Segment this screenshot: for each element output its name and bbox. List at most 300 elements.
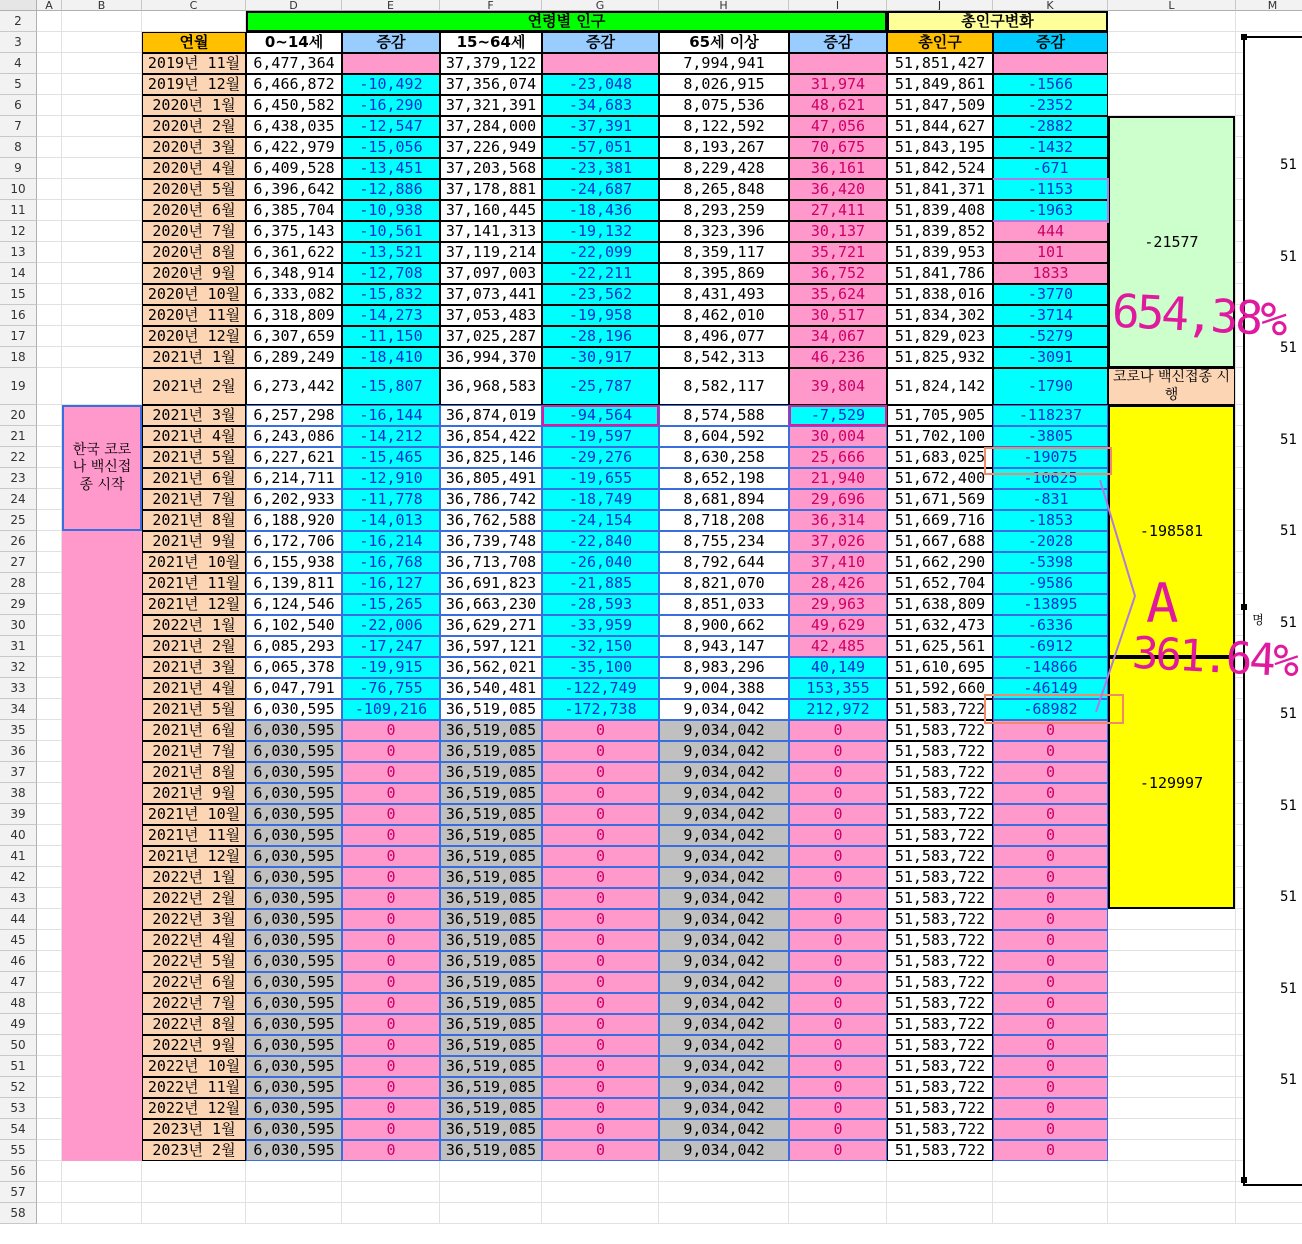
cell-age-15-64[interactable]: 37,321,391 <box>440 95 542 116</box>
cell-change-0-14[interactable]: -16,214 <box>342 531 440 552</box>
row-header[interactable]: 58 <box>0 1203 37 1224</box>
grid-cell[interactable] <box>246 1203 342 1224</box>
cell-change-total[interactable]: -6336 <box>993 615 1108 636</box>
cell-change-15-64[interactable]: 0 <box>542 930 659 951</box>
cell-month[interactable]: 2023년 1월 <box>142 1119 246 1140</box>
grid-cell[interactable] <box>887 1182 993 1203</box>
cell-change-15-64[interactable]: 0 <box>542 888 659 909</box>
cell-age-15-64[interactable]: 36,713,708 <box>440 552 542 573</box>
cell-change-0-14[interactable]: -13,451 <box>342 158 440 179</box>
grid-cell[interactable] <box>62 1161 142 1182</box>
row-header[interactable]: 37 <box>0 762 37 783</box>
grid-cell[interactable] <box>37 804 62 825</box>
cell-age-0-14[interactable]: 6,030,595 <box>246 741 342 762</box>
grid-cell[interactable] <box>37 1098 62 1119</box>
cell-total[interactable]: 51,583,722 <box>887 909 993 930</box>
cell-change-total[interactable]: -68982 <box>993 699 1108 720</box>
cell-age-0-14[interactable]: 6,450,582 <box>246 95 342 116</box>
cell-age-0-14[interactable]: 6,139,811 <box>246 573 342 594</box>
cell-change-15-64[interactable]: -26,040 <box>542 552 659 573</box>
row-header[interactable]: 34 <box>0 699 37 720</box>
cell-change-0-14[interactable]: 0 <box>342 1140 440 1161</box>
cell-total[interactable]: 51,583,722 <box>887 1056 993 1077</box>
row-header[interactable]: 57 <box>0 1182 37 1203</box>
cell-change-15-64[interactable]: -33,959 <box>542 615 659 636</box>
cell-month[interactable]: 2021년 7월 <box>142 741 246 762</box>
column-header[interactable]: G <box>542 0 659 11</box>
row-header[interactable]: 36 <box>0 741 37 762</box>
cell-age-65-plus[interactable]: 8,122,592 <box>659 116 789 137</box>
cell-change-0-14[interactable]: -22,006 <box>342 615 440 636</box>
grid-cell[interactable] <box>37 552 62 573</box>
cell-change-total[interactable]: 0 <box>993 993 1108 1014</box>
cell-age-15-64[interactable]: 36,519,085 <box>440 1098 542 1119</box>
cell-change-0-14[interactable]: 0 <box>342 1119 440 1140</box>
grid-cell[interactable] <box>37 636 62 657</box>
cell-change-15-64[interactable]: 0 <box>542 825 659 846</box>
chart-resize-handle[interactable] <box>1241 1177 1247 1183</box>
cell-change-65-plus[interactable]: 29,963 <box>789 594 887 615</box>
cell-month[interactable]: 2021년 6월 <box>142 720 246 741</box>
row-header[interactable]: 28 <box>0 573 37 594</box>
row-header[interactable]: 43 <box>0 888 37 909</box>
cell-change-total[interactable]: -10625 <box>993 468 1108 489</box>
cell-total[interactable]: 51,583,722 <box>887 993 993 1014</box>
grid-cell[interactable] <box>1236 1203 1302 1224</box>
cell-change-65-plus[interactable]: 36,161 <box>789 158 887 179</box>
row-header[interactable]: 10 <box>0 179 37 200</box>
row-header[interactable]: 15 <box>0 284 37 305</box>
cell-change-65-plus[interactable]: 36,314 <box>789 510 887 531</box>
cell-total[interactable]: 51,839,852 <box>887 221 993 242</box>
cell-age-0-14[interactable]: 6,348,914 <box>246 263 342 284</box>
cell-total[interactable]: 51,583,722 <box>887 783 993 804</box>
grid-cell[interactable] <box>62 347 142 368</box>
grid-cell[interactable] <box>440 1161 542 1182</box>
cell-change-0-14[interactable] <box>342 53 440 74</box>
cell-change-65-plus[interactable]: 0 <box>789 1098 887 1119</box>
cell-change-0-14[interactable]: -18,410 <box>342 347 440 368</box>
cell-change-0-14[interactable]: 0 <box>342 783 440 804</box>
cell-change-65-plus[interactable]: 0 <box>789 867 887 888</box>
cell-total[interactable]: 51,583,722 <box>887 1077 993 1098</box>
cell-month[interactable]: 2021년 4월 <box>142 426 246 447</box>
grid-cell[interactable] <box>37 1014 62 1035</box>
cell-total[interactable]: 51,662,290 <box>887 552 993 573</box>
grid-cell[interactable] <box>1108 993 1236 1014</box>
cell-change-15-64[interactable]: 0 <box>542 972 659 993</box>
chart-resize-handle[interactable] <box>1241 604 1247 610</box>
cell-month[interactable]: 2021년 2월 <box>142 368 246 405</box>
cell-age-65-plus[interactable]: 9,034,042 <box>659 1077 789 1098</box>
cell-age-15-64[interactable]: 36,825,146 <box>440 447 542 468</box>
cell-age-0-14[interactable]: 6,102,540 <box>246 615 342 636</box>
row-header[interactable]: 45 <box>0 930 37 951</box>
cell-change-65-plus[interactable] <box>789 53 887 74</box>
row-header[interactable]: 31 <box>0 636 37 657</box>
cell-age-65-plus[interactable]: 8,851,033 <box>659 594 789 615</box>
cell-age-15-64[interactable]: 37,284,000 <box>440 116 542 137</box>
cell-age-15-64[interactable]: 36,629,271 <box>440 615 542 636</box>
row-header[interactable]: 5 <box>0 74 37 95</box>
cell-change-total[interactable]: -6912 <box>993 636 1108 657</box>
column-header[interactable]: I <box>789 0 887 11</box>
cell-age-65-plus[interactable]: 9,034,042 <box>659 867 789 888</box>
cell-month[interactable]: 2021년 9월 <box>142 531 246 552</box>
grid-cell[interactable] <box>659 1182 789 1203</box>
cell-change-0-14[interactable]: -15,832 <box>342 284 440 305</box>
cell-change-15-64[interactable]: -23,562 <box>542 284 659 305</box>
cell-change-0-14[interactable]: 0 <box>342 930 440 951</box>
cell-change-0-14[interactable]: -19,915 <box>342 657 440 678</box>
cell-change-65-plus[interactable]: 0 <box>789 930 887 951</box>
cell-age-15-64[interactable]: 36,519,085 <box>440 1140 542 1161</box>
cell-month[interactable]: 2021년 11월 <box>142 573 246 594</box>
cell-total[interactable]: 51,844,627 <box>887 116 993 137</box>
cell-change-total[interactable]: 0 <box>993 1035 1108 1056</box>
cell-month[interactable]: 2020년 2월 <box>142 116 246 137</box>
column-header[interactable]: F <box>440 0 542 11</box>
cell-age-65-plus[interactable]: 8,193,267 <box>659 137 789 158</box>
cell-change-15-64[interactable]: 0 <box>542 783 659 804</box>
cell-total[interactable]: 51,702,100 <box>887 426 993 447</box>
cell-total[interactable]: 51,583,722 <box>887 1014 993 1035</box>
cell-age-0-14[interactable]: 6,124,546 <box>246 594 342 615</box>
cell-change-65-plus[interactable]: 0 <box>789 1035 887 1056</box>
cell-change-0-14[interactable]: -14,273 <box>342 305 440 326</box>
cell-age-15-64[interactable]: 36,519,085 <box>440 762 542 783</box>
grid-cell[interactable] <box>37 263 62 284</box>
cell-month[interactable]: 2022년 9월 <box>142 1035 246 1056</box>
cell-age-15-64[interactable]: 37,178,881 <box>440 179 542 200</box>
grid-cell[interactable] <box>62 158 142 179</box>
cell-change-total[interactable]: -9586 <box>993 573 1108 594</box>
cell-age-65-plus[interactable]: 8,026,915 <box>659 74 789 95</box>
cell-age-15-64[interactable]: 36,968,583 <box>440 368 542 405</box>
cell-age-15-64[interactable]: 36,519,085 <box>440 825 542 846</box>
cell-change-0-14[interactable]: 0 <box>342 1056 440 1077</box>
cell-age-65-plus[interactable]: 8,265,848 <box>659 179 789 200</box>
cell-age-15-64[interactable]: 37,025,287 <box>440 326 542 347</box>
cell-age-65-plus[interactable]: 9,034,042 <box>659 972 789 993</box>
cell-age-0-14[interactable]: 6,085,293 <box>246 636 342 657</box>
row-header[interactable]: 20 <box>0 405 37 426</box>
grid-cell[interactable] <box>62 53 142 74</box>
cell-change-total[interactable]: -5398 <box>993 552 1108 573</box>
row-header[interactable]: 47 <box>0 972 37 993</box>
cell-age-0-14[interactable]: 6,333,082 <box>246 284 342 305</box>
cell-change-total[interactable]: 0 <box>993 888 1108 909</box>
cell-age-65-plus[interactable]: 9,034,042 <box>659 1119 789 1140</box>
cell-total[interactable]: 51,824,142 <box>887 368 993 405</box>
grid-cell[interactable] <box>1108 951 1236 972</box>
cell-change-65-plus[interactable]: 0 <box>789 888 887 909</box>
grid-cell[interactable] <box>37 116 62 137</box>
cell-age-65-plus[interactable]: 8,359,117 <box>659 242 789 263</box>
grid-cell[interactable] <box>37 1035 62 1056</box>
row-header[interactable]: 33 <box>0 678 37 699</box>
cell-age-0-14[interactable]: 6,030,595 <box>246 1098 342 1119</box>
cell-change-total[interactable]: 444 <box>993 221 1108 242</box>
cell-change-0-14[interactable]: -10,938 <box>342 200 440 221</box>
cell-age-15-64[interactable]: 37,097,003 <box>440 263 542 284</box>
column-header[interactable]: C <box>142 0 246 11</box>
cell-total[interactable]: 51,669,716 <box>887 510 993 531</box>
cell-change-0-14[interactable]: -14,212 <box>342 426 440 447</box>
grid-cell[interactable] <box>246 1161 342 1182</box>
cell-age-65-plus[interactable]: 7,994,941 <box>659 53 789 74</box>
cell-month[interactable]: 2020년 12월 <box>142 326 246 347</box>
cell-change-total[interactable]: -1153 <box>993 179 1108 200</box>
cell-month[interactable]: 2022년 11월 <box>142 1077 246 1098</box>
cell-age-65-plus[interactable]: 8,900,662 <box>659 615 789 636</box>
grid-cell[interactable] <box>37 1119 62 1140</box>
column-header[interactable]: L <box>1108 0 1236 11</box>
cell-change-0-14[interactable]: 0 <box>342 1035 440 1056</box>
cell-change-total[interactable]: 0 <box>993 930 1108 951</box>
cell-age-15-64[interactable]: 37,356,074 <box>440 74 542 95</box>
cell-change-0-14[interactable]: -13,521 <box>342 242 440 263</box>
row-header[interactable]: 23 <box>0 468 37 489</box>
cell-age-65-plus[interactable]: 9,034,042 <box>659 1098 789 1119</box>
cell-change-total[interactable]: -1853 <box>993 510 1108 531</box>
cell-age-65-plus[interactable]: 9,034,042 <box>659 699 789 720</box>
cell-change-65-plus[interactable]: 0 <box>789 1077 887 1098</box>
cell-age-0-14[interactable]: 6,030,595 <box>246 1077 342 1098</box>
cell-total[interactable]: 51,839,408 <box>887 200 993 221</box>
cell-change-15-64[interactable]: -18,436 <box>542 200 659 221</box>
cell-change-15-64[interactable]: -19,655 <box>542 468 659 489</box>
cell-change-total[interactable]: -3714 <box>993 305 1108 326</box>
cell-change-0-14[interactable]: 0 <box>342 825 440 846</box>
grid-cell[interactable] <box>62 305 142 326</box>
row-header[interactable]: 14 <box>0 263 37 284</box>
grid-cell[interactable] <box>246 1182 342 1203</box>
cell-month[interactable]: 2021년 10월 <box>142 552 246 573</box>
cell-age-0-14[interactable]: 6,030,595 <box>246 1056 342 1077</box>
row-header[interactable]: 24 <box>0 489 37 510</box>
cell-age-65-plus[interactable]: 9,034,042 <box>659 909 789 930</box>
cell-total[interactable]: 51,838,016 <box>887 284 993 305</box>
cell-month[interactable]: 2023년 2월 <box>142 1140 246 1161</box>
cell-change-65-plus[interactable]: 30,137 <box>789 221 887 242</box>
cell-month[interactable]: 2021년 4월 <box>142 678 246 699</box>
cell-change-total[interactable]: -671 <box>993 158 1108 179</box>
cell-age-0-14[interactable]: 6,030,595 <box>246 1140 342 1161</box>
grid-cell[interactable] <box>37 699 62 720</box>
cell-change-0-14[interactable]: -16,768 <box>342 552 440 573</box>
cell-total[interactable]: 51,583,722 <box>887 825 993 846</box>
grid-cell[interactable] <box>142 11 246 32</box>
cell-change-15-64[interactable]: -22,099 <box>542 242 659 263</box>
cell-age-65-plus[interactable]: 8,574,588 <box>659 405 789 426</box>
grid-cell[interactable] <box>1108 1014 1236 1035</box>
cell-change-0-14[interactable]: -11,778 <box>342 489 440 510</box>
cell-change-0-14[interactable]: -12,708 <box>342 263 440 284</box>
cell-change-0-14[interactable]: -15,056 <box>342 137 440 158</box>
cell-change-65-plus[interactable]: 48,621 <box>789 95 887 116</box>
column-header[interactable]: A <box>37 0 62 11</box>
cell-change-15-64[interactable]: 0 <box>542 993 659 1014</box>
cell-age-15-64[interactable]: 36,519,085 <box>440 993 542 1014</box>
cell-age-65-plus[interactable]: 8,075,536 <box>659 95 789 116</box>
cell-total[interactable]: 51,671,569 <box>887 489 993 510</box>
row-header[interactable]: 50 <box>0 1035 37 1056</box>
cell-change-total[interactable]: -2882 <box>993 116 1108 137</box>
cell-age-65-plus[interactable]: 8,431,493 <box>659 284 789 305</box>
cell-age-0-14[interactable]: 6,396,642 <box>246 179 342 200</box>
grid-cell[interactable] <box>37 825 62 846</box>
grid-cell[interactable] <box>1236 11 1302 32</box>
grid-cell[interactable] <box>37 909 62 930</box>
cell-age-65-plus[interactable]: 8,718,208 <box>659 510 789 531</box>
cell-change-65-plus[interactable]: 30,517 <box>789 305 887 326</box>
cell-month[interactable]: 2021년 8월 <box>142 762 246 783</box>
cell-total[interactable]: 51,652,704 <box>887 573 993 594</box>
grid-cell[interactable] <box>37 867 62 888</box>
cell-age-65-plus[interactable]: 9,034,042 <box>659 951 789 972</box>
cell-age-0-14[interactable]: 6,030,595 <box>246 972 342 993</box>
cell-change-15-64[interactable] <box>542 53 659 74</box>
cell-age-0-14[interactable]: 6,172,706 <box>246 531 342 552</box>
cell-age-15-64[interactable]: 37,160,445 <box>440 200 542 221</box>
cell-month[interactable]: 2021년 1월 <box>142 347 246 368</box>
grid-cell[interactable] <box>37 531 62 552</box>
cell-month[interactable]: 2021년 6월 <box>142 468 246 489</box>
cell-change-65-plus[interactable]: 37,410 <box>789 552 887 573</box>
cell-change-15-64[interactable]: -22,840 <box>542 531 659 552</box>
row-header[interactable]: 26 <box>0 531 37 552</box>
cell-age-65-plus[interactable]: 8,792,644 <box>659 552 789 573</box>
cell-total[interactable]: 51,610,695 <box>887 657 993 678</box>
column-header[interactable]: D <box>246 0 342 11</box>
grid-cell[interactable] <box>37 762 62 783</box>
cell-change-0-14[interactable]: -109,216 <box>342 699 440 720</box>
cell-change-0-14[interactable]: -15,807 <box>342 368 440 405</box>
cell-total[interactable]: 51,583,722 <box>887 720 993 741</box>
grid-cell[interactable] <box>37 74 62 95</box>
cell-change-65-plus[interactable]: 0 <box>789 1140 887 1161</box>
cell-change-65-plus[interactable]: 34,067 <box>789 326 887 347</box>
cell-age-15-64[interactable]: 36,519,085 <box>440 1077 542 1098</box>
cell-change-65-plus[interactable]: 40,149 <box>789 657 887 678</box>
cell-change-0-14[interactable]: -15,265 <box>342 594 440 615</box>
cell-change-total[interactable]: 1833 <box>993 263 1108 284</box>
cell-change-15-64[interactable]: -24,687 <box>542 179 659 200</box>
row-header[interactable]: 42 <box>0 867 37 888</box>
cell-change-total[interactable]: -2352 <box>993 95 1108 116</box>
cell-month[interactable]: 2020년 6월 <box>142 200 246 221</box>
cell-change-15-64[interactable]: 0 <box>542 1140 659 1161</box>
row-header[interactable]: 39 <box>0 804 37 825</box>
cell-change-15-64[interactable]: 0 <box>542 741 659 762</box>
cell-change-15-64[interactable]: -19,132 <box>542 221 659 242</box>
grid-cell[interactable] <box>62 1182 142 1203</box>
cell-age-15-64[interactable]: 36,519,085 <box>440 1014 542 1035</box>
grid-cell[interactable] <box>37 594 62 615</box>
cell-age-65-plus[interactable]: 8,229,428 <box>659 158 789 179</box>
cell-change-15-64[interactable]: -21,885 <box>542 573 659 594</box>
grid-cell[interactable] <box>342 1203 440 1224</box>
cell-change-15-64[interactable]: -35,100 <box>542 657 659 678</box>
cell-age-65-plus[interactable]: 8,652,198 <box>659 468 789 489</box>
cell-month[interactable]: 2021년 8월 <box>142 510 246 531</box>
cell-age-0-14[interactable]: 6,155,938 <box>246 552 342 573</box>
cell-change-65-plus[interactable]: 0 <box>789 741 887 762</box>
cell-change-65-plus[interactable]: 46,236 <box>789 347 887 368</box>
cell-change-15-64[interactable]: 0 <box>542 1056 659 1077</box>
cell-change-65-plus[interactable]: 0 <box>789 1014 887 1035</box>
cell-total[interactable]: 51,625,561 <box>887 636 993 657</box>
cell-age-15-64[interactable]: 36,786,742 <box>440 489 542 510</box>
cell-change-15-64[interactable]: -19,597 <box>542 426 659 447</box>
cell-change-total[interactable]: 0 <box>993 1098 1108 1119</box>
cell-month[interactable]: 2020년 1월 <box>142 95 246 116</box>
cell-change-65-plus[interactable]: 36,420 <box>789 179 887 200</box>
row-header[interactable]: 44 <box>0 909 37 930</box>
grid-cell[interactable] <box>1108 1203 1236 1224</box>
cell-change-0-14[interactable]: -17,247 <box>342 636 440 657</box>
cell-age-15-64[interactable]: 36,519,085 <box>440 1035 542 1056</box>
cell-age-65-plus[interactable]: 8,821,070 <box>659 573 789 594</box>
cell-month[interactable]: 2021년 11월 <box>142 825 246 846</box>
cell-age-65-plus[interactable]: 8,582,117 <box>659 368 789 405</box>
grid-cell[interactable] <box>37 489 62 510</box>
grid-cell[interactable] <box>789 1182 887 1203</box>
cell-age-0-14[interactable]: 6,030,595 <box>246 951 342 972</box>
cell-total[interactable]: 51,583,722 <box>887 699 993 720</box>
row-header[interactable]: 41 <box>0 846 37 867</box>
cell-age-0-14[interactable]: 6,030,595 <box>246 720 342 741</box>
cell-age-65-plus[interactable]: 9,034,042 <box>659 783 789 804</box>
row-header[interactable]: 16 <box>0 305 37 326</box>
cell-change-15-64[interactable]: -28,593 <box>542 594 659 615</box>
cell-age-0-14[interactable]: 6,375,143 <box>246 221 342 242</box>
cell-change-65-plus[interactable]: 31,974 <box>789 74 887 95</box>
cell-age-65-plus[interactable]: 8,293,259 <box>659 200 789 221</box>
row-header[interactable]: 48 <box>0 993 37 1014</box>
cell-age-15-64[interactable]: 36,762,588 <box>440 510 542 531</box>
cell-total[interactable]: 51,843,195 <box>887 137 993 158</box>
cell-age-65-plus[interactable]: 9,034,042 <box>659 888 789 909</box>
cell-total[interactable]: 51,839,953 <box>887 242 993 263</box>
cell-change-65-plus[interactable]: 0 <box>789 951 887 972</box>
row-header[interactable]: 3 <box>0 32 37 53</box>
cell-change-65-plus[interactable]: 0 <box>789 825 887 846</box>
row-header[interactable]: 21 <box>0 426 37 447</box>
cell-total[interactable]: 51,834,302 <box>887 305 993 326</box>
cell-change-0-14[interactable]: -16,144 <box>342 405 440 426</box>
grid-cell[interactable] <box>440 1182 542 1203</box>
cell-change-total[interactable]: -46149 <box>993 678 1108 699</box>
grid-cell[interactable] <box>37 972 62 993</box>
cell-age-0-14[interactable]: 6,030,595 <box>246 762 342 783</box>
grid-cell[interactable] <box>1108 11 1236 32</box>
row-header[interactable]: 27 <box>0 552 37 573</box>
grid-cell[interactable] <box>993 1182 1108 1203</box>
row-header[interactable]: 55 <box>0 1140 37 1161</box>
row-header[interactable]: 46 <box>0 951 37 972</box>
chart-resize-handle[interactable] <box>1241 34 1247 40</box>
cell-change-total[interactable]: -3770 <box>993 284 1108 305</box>
cell-age-65-plus[interactable]: 8,496,077 <box>659 326 789 347</box>
cell-change-65-plus[interactable]: 0 <box>789 993 887 1014</box>
cell-age-15-64[interactable]: 37,141,313 <box>440 221 542 242</box>
cell-age-65-plus[interactable]: 8,943,147 <box>659 636 789 657</box>
cell-change-total[interactable]: 0 <box>993 804 1108 825</box>
cell-month[interactable]: 2021년 10월 <box>142 804 246 825</box>
grid-cell[interactable] <box>1108 53 1236 74</box>
